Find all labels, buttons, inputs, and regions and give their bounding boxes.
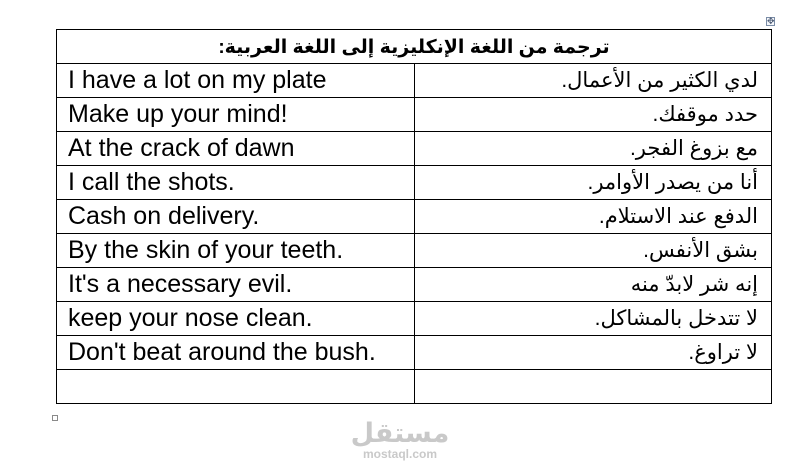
english-phrase-cell[interactable]: By the skin of your teeth. bbox=[57, 234, 415, 268]
arabic-translation-cell[interactable]: حدد موقفك. bbox=[414, 98, 772, 132]
arabic-translation-cell[interactable]: أنا من يصدر الأوامر. bbox=[414, 166, 772, 200]
english-phrase-cell[interactable]: Cash on delivery. bbox=[57, 200, 415, 234]
english-phrase-cell[interactable]: It's a necessary evil. bbox=[57, 268, 415, 302]
table-title[interactable]: ترجمة من اللغة الإنكليزية إلى اللغة العربية: bbox=[57, 30, 772, 64]
table-row bbox=[57, 302, 772, 336]
table-row bbox=[57, 200, 772, 234]
english-phrase-cell[interactable]: At the crack of dawn bbox=[57, 132, 415, 166]
arabic-translation-cell[interactable] bbox=[414, 370, 772, 404]
table-row bbox=[57, 268, 772, 302]
move-icon: ✥ bbox=[767, 16, 775, 26]
arabic-translation-cell[interactable]: إنه شر لابدّ منه bbox=[414, 268, 772, 302]
arabic-translation-cell[interactable]: الدفع عند الاستلام. bbox=[414, 200, 772, 234]
english-phrase-cell[interactable]: Don't beat around the bush. bbox=[57, 336, 415, 370]
table-row bbox=[57, 336, 772, 370]
arabic-translation-cell[interactable]: لا تراوغ. bbox=[414, 336, 772, 370]
arabic-translation-cell[interactable]: لدي الكثير من الأعمال. bbox=[414, 64, 772, 98]
watermark-logo: مستقل bbox=[350, 418, 450, 448]
english-phrase-cell[interactable]: I have a lot on my plate bbox=[57, 64, 415, 98]
table-row bbox=[57, 166, 772, 200]
english-phrase-cell[interactable] bbox=[57, 370, 415, 404]
table-title-row bbox=[57, 30, 772, 64]
table-row bbox=[57, 64, 772, 98]
watermark bbox=[340, 418, 460, 461]
arabic-translation-cell[interactable]: لا تتدخل بالمشاكل. bbox=[414, 302, 772, 336]
arabic-translation-cell[interactable]: بشق الأنفس. bbox=[414, 234, 772, 268]
watermark-url: mostaql.com bbox=[362, 447, 437, 461]
table-row bbox=[57, 234, 772, 268]
table-resize-handle[interactable] bbox=[52, 415, 58, 421]
table-row bbox=[57, 370, 772, 404]
english-phrase-cell[interactable]: I call the shots. bbox=[57, 166, 415, 200]
english-phrase-cell[interactable]: Make up your mind! bbox=[57, 98, 415, 132]
arabic-translation-cell[interactable]: مع بزوغ الفجر. bbox=[414, 132, 772, 166]
english-phrase-cell[interactable]: keep your nose clean. bbox=[57, 302, 415, 336]
table-row bbox=[57, 98, 772, 132]
translation-table bbox=[56, 29, 772, 404]
table-move-handle[interactable] bbox=[766, 17, 775, 26]
table-row bbox=[57, 132, 772, 166]
